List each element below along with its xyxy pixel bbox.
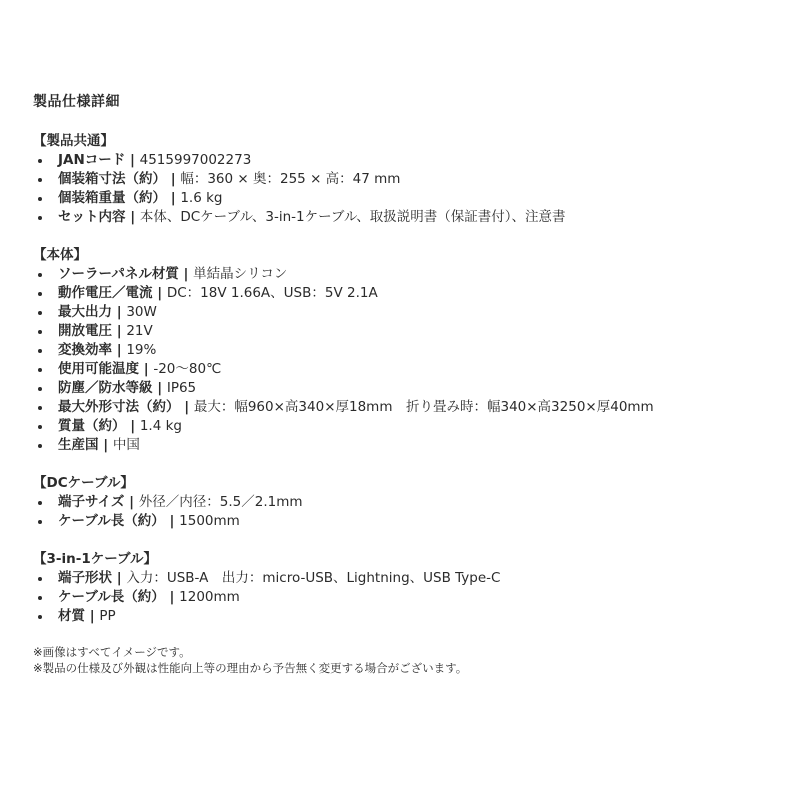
spec-value: 幅：360 × 奥：255 × 高：47 mm (180, 171, 401, 187)
spec-item (33, 284, 654, 303)
spec-label: セット内容 (58, 209, 126, 225)
spec-list (33, 569, 500, 626)
spec-label: 変換効率 (58, 342, 112, 358)
spec-value: 単結晶シリコン (193, 266, 288, 282)
section-body (33, 246, 654, 455)
section-heading: 【製品共通】 (33, 133, 114, 149)
bullet-icon (38, 197, 42, 201)
spec-value: DC：18V 1.66A、USB：5V 2.1A (166, 285, 378, 301)
spec-value: 19% (126, 342, 157, 358)
section-heading: 【3-in-1ケーブル】 (33, 551, 158, 567)
spec-separator: | (166, 171, 181, 187)
bullet-icon (38, 273, 42, 277)
spec-separator: | (164, 589, 180, 605)
bullet-icon (38, 330, 42, 334)
spec-item (33, 265, 654, 284)
spec-item (33, 436, 654, 455)
spec-label: 生産国 (58, 437, 99, 453)
spec-label: JANコード (58, 152, 126, 168)
spec-separator: | (125, 152, 140, 168)
spec-separator: | (125, 209, 140, 225)
spec-separator: | (125, 418, 140, 434)
spec-item (33, 322, 654, 341)
spec-separator: | (152, 380, 167, 396)
spec-label: ソーラーパネル材質 (58, 266, 179, 282)
spec-label: 端子サイズ (58, 494, 125, 510)
bullet-icon (38, 615, 42, 619)
spec-item (33, 208, 566, 227)
note-line: ※画像はすべてイメージです。 (33, 645, 191, 659)
spec-item (33, 569, 500, 588)
spec-separator: | (178, 266, 194, 282)
spec-separator: | (139, 361, 154, 377)
spec-list (33, 265, 654, 455)
spec-item (33, 170, 566, 189)
section-heading: 【本体】 (33, 247, 87, 263)
bullet-icon (38, 425, 42, 429)
spec-value: 4515997002273 (139, 152, 252, 168)
spec-label: 最大出力 (58, 304, 112, 320)
bullet-icon (38, 292, 42, 296)
bullet-icon (38, 406, 42, 410)
bullet-icon (38, 501, 42, 505)
spec-separator: | (124, 494, 139, 510)
bullet-icon (38, 444, 42, 448)
spec-item (33, 379, 654, 398)
spec-separator: | (112, 570, 127, 586)
spec-item (33, 493, 303, 512)
spec-label: 端子形状 (58, 570, 112, 586)
page-title: 製品仕様詳細 (33, 94, 120, 110)
spec-item (33, 360, 654, 379)
spec-item (33, 189, 566, 208)
spec-value: -20～80℃ (153, 361, 222, 377)
bullet-icon (38, 216, 42, 220)
spec-item (33, 341, 654, 360)
bullet-icon (38, 178, 42, 182)
spec-separator: | (166, 190, 181, 206)
spec-label: 質量（約） (58, 418, 126, 434)
bullet-icon (38, 520, 42, 524)
spec-label: 使用可能温度 (58, 361, 139, 377)
spec-item (33, 303, 654, 322)
spec-separator: | (112, 323, 127, 339)
spec-item (33, 151, 566, 170)
spec-label: 防塵／防水等級 (58, 380, 153, 396)
spec-value: 外径／内径：5.5／2.1mm (138, 494, 303, 510)
spec-separator: | (164, 513, 180, 529)
bullet-icon (38, 349, 42, 353)
spec-item (33, 607, 500, 626)
spec-value: 30W (126, 304, 157, 320)
spec-value: 本体、DCケーブル、3-in-1ケーブル、取扱説明書（保証書付）、注意書 (139, 209, 566, 225)
bullet-icon (38, 311, 42, 315)
spec-value: 最大：幅960×高340×厚18mm 折り畳み時：幅340×高3250×厚40mm (193, 399, 654, 415)
spec-value: 21V (126, 323, 153, 339)
spec-label: ケーブル長（約） (58, 513, 165, 529)
spec-value: 1500mm (179, 513, 240, 529)
spec-label: 最大外形寸法（約） (58, 399, 180, 415)
bullet-icon (38, 368, 42, 372)
spec-value: 1.4 kg (139, 418, 182, 434)
spec-value: IP65 (166, 380, 197, 396)
section-heading: 【DCケーブル】 (33, 475, 134, 491)
section-dc-cable (33, 474, 303, 531)
spec-separator: | (179, 399, 194, 415)
spec-item (33, 512, 303, 531)
spec-value: 1.6 kg (180, 190, 223, 206)
spec-label: 動作電圧／電流 (58, 285, 153, 301)
spec-list (33, 493, 303, 531)
spec-item (33, 588, 500, 607)
disclaimer-notes (33, 644, 467, 676)
note-line: ※製品の仕様及び外観は性能向上等の理由から予告無く変更する場合がございます。 (33, 661, 468, 675)
spec-item (33, 417, 654, 436)
spec-item (33, 398, 654, 417)
bullet-icon (38, 387, 42, 391)
spec-value: 1200mm (179, 589, 240, 605)
spec-separator: | (112, 304, 127, 320)
bullet-icon (38, 577, 42, 581)
bullet-icon (38, 596, 42, 600)
spec-separator: | (112, 342, 127, 358)
spec-label: 開放電圧 (58, 323, 112, 339)
spec-value: 入力：USB-A 出力：micro-USB、Lightning、USB Type-C (126, 570, 501, 586)
spec-label: ケーブル長（約） (58, 589, 165, 605)
spec-separator: | (85, 608, 100, 624)
spec-label: 材質 (58, 608, 85, 624)
bullet-icon (38, 159, 42, 163)
spec-value: PP (99, 608, 116, 624)
spec-separator: | (98, 437, 113, 453)
spec-label: 個装箱寸法（約） (58, 171, 166, 187)
spec-separator: | (152, 285, 167, 301)
section-3in1-cable (33, 550, 500, 626)
spec-value: 中国 (112, 437, 140, 453)
spec-label: 個装箱重量（約） (58, 190, 166, 206)
section-common (33, 132, 566, 227)
spec-list (33, 151, 566, 227)
